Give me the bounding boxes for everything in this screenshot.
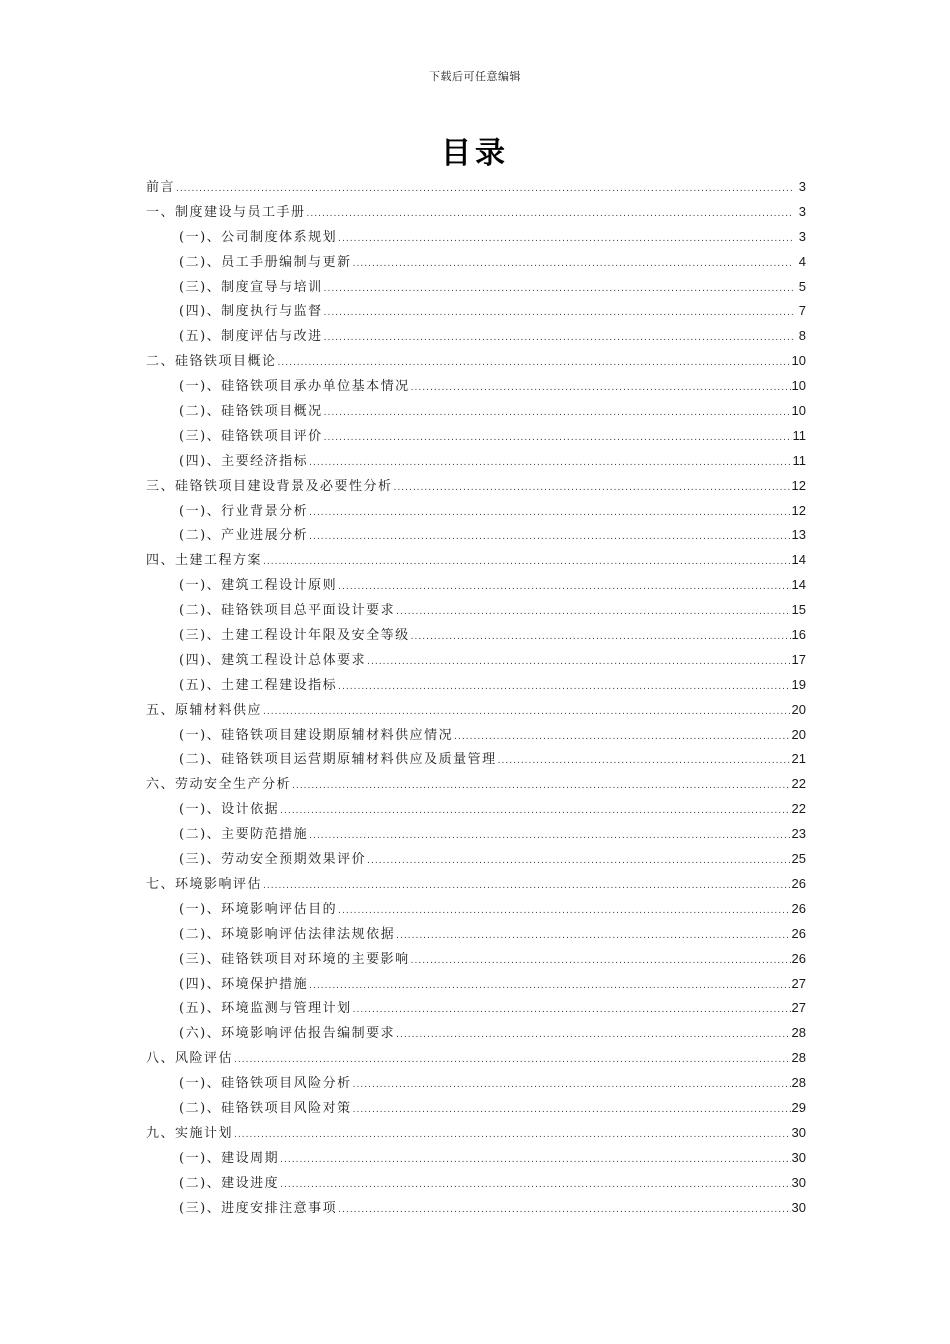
toc-entry-label: (一)、硅铬铁项目承办单位基本情况 bbox=[179, 379, 410, 395]
toc-entry-page: 4 bbox=[798, 253, 806, 269]
toc-leader-dots bbox=[394, 476, 791, 501]
toc-entry-label: (三)、硅铬铁项目对环境的主要影响 bbox=[179, 951, 410, 967]
toc-leader-dots bbox=[324, 426, 792, 451]
toc-entry-label: (一)、环境影响评估目的 bbox=[179, 901, 338, 917]
toc-entry-label: 九、实施计划 bbox=[146, 1125, 234, 1141]
toc-entry[interactable] bbox=[146, 922, 806, 947]
toc-leader-dots bbox=[367, 650, 790, 675]
toc-entry[interactable] bbox=[146, 972, 806, 997]
toc-leader-dots bbox=[309, 451, 791, 476]
toc-leader-dots bbox=[234, 1048, 791, 1073]
toc-entry-label: (三)、硅铬铁项目评价 bbox=[179, 428, 323, 444]
toc-entry-label: (一)、行业背景分析 bbox=[179, 503, 309, 519]
toc-entry-label: (二)、产业进展分析 bbox=[179, 528, 309, 544]
toc-entry-label: 二、硅铬铁项目概论 bbox=[146, 354, 277, 370]
toc-entry-label: (一)、设计依据 bbox=[179, 802, 280, 818]
toc-entry-page: 20 bbox=[791, 726, 806, 742]
toc-entry-page: 19 bbox=[791, 676, 806, 692]
toc-leader-dots bbox=[278, 351, 791, 376]
toc-leader-dots bbox=[338, 899, 790, 924]
toc-entry[interactable] bbox=[146, 947, 806, 972]
toc-entry[interactable] bbox=[146, 723, 806, 748]
toc-entry[interactable] bbox=[146, 1046, 806, 1071]
toc-entry-label: (二)、硅铬铁项目运营期原辅材料供应及质量管理 bbox=[179, 752, 497, 768]
toc-entry-label: (一)、建设周期 bbox=[179, 1150, 280, 1166]
toc-entry-page: 26 bbox=[791, 925, 806, 941]
toc-leader-dots bbox=[396, 600, 790, 625]
toc-entry-page: 25 bbox=[791, 851, 806, 867]
toc-leader-dots bbox=[176, 177, 793, 202]
toc-leader-dots bbox=[324, 401, 791, 426]
toc-entry[interactable] bbox=[146, 424, 806, 449]
toc-leader-dots bbox=[338, 575, 790, 600]
toc-entry-page: 13 bbox=[791, 527, 806, 543]
toc-leader-dots bbox=[338, 227, 793, 252]
toc-leader-dots bbox=[498, 749, 791, 774]
toc-entry-label: (五)、土建工程建设指标 bbox=[179, 677, 338, 693]
toc-title: 目录 bbox=[441, 136, 509, 171]
toc-entry-page: 20 bbox=[791, 701, 806, 717]
toc-entry[interactable] bbox=[146, 847, 806, 872]
toc-entry[interactable] bbox=[146, 1196, 806, 1221]
toc-entry-label: 三、硅铬铁项目建设背景及必要性分析 bbox=[146, 478, 393, 494]
toc-entry[interactable] bbox=[146, 897, 806, 922]
toc-leader-dots bbox=[263, 700, 791, 725]
toc-entry-label: (四)、主要经济指标 bbox=[179, 453, 309, 469]
toc-leader-dots bbox=[309, 501, 790, 526]
toc-entry-label: (五)、制度评估与改进 bbox=[179, 329, 323, 345]
toc-entry-page: 10 bbox=[791, 353, 806, 369]
toc-entry-page: 14 bbox=[791, 577, 806, 593]
toc-leader-dots bbox=[234, 1123, 791, 1148]
toc-entry[interactable] bbox=[146, 1071, 806, 1096]
toc-entry-label: (二)、硅铬铁项目总平面设计要求 bbox=[179, 603, 396, 619]
toc-entry-page: 3 bbox=[798, 179, 806, 194]
toc-entry[interactable] bbox=[146, 598, 806, 623]
toc-leader-dots bbox=[396, 924, 790, 949]
toc-entry-label: (三)、进度安排注意事项 bbox=[179, 1200, 338, 1216]
toc-entry-label: (三)、土建工程设计年限及安全等级 bbox=[179, 628, 410, 644]
toc-leader-dots bbox=[353, 1073, 791, 1098]
toc-leader-dots bbox=[280, 1173, 790, 1198]
toc-entry-label: (一)、公司制度体系规划 bbox=[179, 229, 338, 245]
toc-entry-label: 六、劳动安全生产分析 bbox=[146, 777, 292, 793]
toc-leader-dots bbox=[280, 1148, 790, 1173]
toc-entry-page: 28 bbox=[791, 1075, 806, 1091]
toc-leader-dots bbox=[263, 550, 791, 575]
table-of-contents bbox=[146, 175, 806, 1220]
toc-leader-dots bbox=[324, 277, 793, 302]
toc-entry-page: 27 bbox=[791, 975, 806, 991]
toc-entry-label: (四)、建筑工程设计总体要求 bbox=[179, 652, 367, 668]
toc-entry-page: 5 bbox=[798, 278, 806, 294]
toc-entry[interactable] bbox=[146, 299, 806, 324]
toc-entry-page: 26 bbox=[791, 875, 806, 891]
toc-entry-label: (二)、主要防范措施 bbox=[179, 827, 309, 843]
toc-entry-page: 27 bbox=[791, 1000, 806, 1016]
toc-entry[interactable] bbox=[146, 797, 806, 822]
toc-leader-dots bbox=[292, 774, 791, 799]
toc-leader-dots bbox=[263, 874, 791, 899]
toc-entry[interactable] bbox=[146, 523, 806, 548]
toc-entry-page: 29 bbox=[791, 1099, 806, 1115]
toc-leader-dots bbox=[353, 1098, 791, 1123]
toc-entry[interactable] bbox=[146, 996, 806, 1021]
toc-entry[interactable] bbox=[146, 623, 806, 648]
toc-entry-label: (二)、环境影响评估法律法规依据 bbox=[179, 926, 396, 942]
toc-entry-label: (一)、硅铬铁项目建设期原辅材料供应情况 bbox=[179, 727, 454, 743]
toc-entry-page: 14 bbox=[791, 552, 806, 568]
toc-entry[interactable] bbox=[146, 872, 806, 897]
header-note: 下载后可任意编辑 bbox=[429, 70, 521, 83]
toc-entry-label: (二)、员工手册编制与更新 bbox=[179, 254, 352, 270]
toc-entry-page: 21 bbox=[791, 751, 806, 767]
toc-entry-label: (一)、硅铬铁项目风险分析 bbox=[179, 1076, 352, 1092]
toc-entry[interactable] bbox=[146, 225, 806, 250]
toc-leader-dots bbox=[324, 326, 793, 351]
toc-entry-label: 八、风险评估 bbox=[146, 1051, 234, 1067]
toc-entry[interactable] bbox=[146, 648, 806, 673]
toc-entry[interactable] bbox=[146, 449, 806, 474]
toc-entry-page: 3 bbox=[798, 203, 806, 219]
toc-leader-dots bbox=[309, 525, 790, 550]
toc-entry-page: 30 bbox=[791, 1174, 806, 1190]
toc-entry-page: 8 bbox=[798, 328, 806, 344]
toc-leader-dots bbox=[280, 799, 790, 824]
toc-leader-dots bbox=[353, 998, 791, 1023]
toc-entry-label: (四)、制度执行与监督 bbox=[179, 304, 323, 320]
toc-leader-dots bbox=[411, 625, 791, 650]
toc-entry[interactable] bbox=[146, 1021, 806, 1046]
toc-entry-page: 12 bbox=[791, 477, 806, 493]
toc-entry-label: (四)、环境保护措施 bbox=[179, 976, 309, 992]
toc-leader-dots bbox=[338, 675, 790, 700]
toc-entry[interactable] bbox=[146, 275, 806, 300]
toc-leader-dots bbox=[411, 949, 791, 974]
toc-entry[interactable] bbox=[146, 374, 806, 399]
toc-entry-label: (五)、环境监测与管理计划 bbox=[179, 1001, 352, 1017]
toc-entry-page: 11 bbox=[792, 427, 806, 443]
toc-entry[interactable] bbox=[146, 324, 806, 349]
toc-entry-page: 22 bbox=[791, 801, 806, 817]
toc-leader-dots bbox=[367, 849, 790, 874]
toc-entry-label: 五、原辅材料供应 bbox=[146, 702, 263, 718]
toc-leader-dots bbox=[338, 1198, 790, 1223]
toc-entry-page: 10 bbox=[791, 403, 806, 419]
toc-entry[interactable] bbox=[146, 175, 806, 200]
toc-entry-page: 12 bbox=[791, 502, 806, 518]
toc-entry[interactable] bbox=[146, 822, 806, 847]
toc-entry-label: (二)、硅铬铁项目风险对策 bbox=[179, 1100, 352, 1116]
toc-entry-page: 10 bbox=[791, 378, 806, 394]
toc-entry-label: 一、制度建设与员工手册 bbox=[146, 204, 306, 220]
toc-leader-dots bbox=[307, 202, 793, 227]
toc-entry-label: 四、土建工程方案 bbox=[146, 553, 263, 569]
toc-entry[interactable] bbox=[146, 1171, 806, 1196]
toc-entry[interactable] bbox=[146, 548, 806, 573]
toc-entry[interactable] bbox=[146, 399, 806, 424]
toc-entry-page: 22 bbox=[791, 776, 806, 792]
toc-entry[interactable] bbox=[146, 1121, 806, 1146]
toc-entry-page: 11 bbox=[792, 452, 806, 468]
toc-entry-page: 7 bbox=[798, 303, 806, 319]
toc-entry[interactable] bbox=[146, 474, 806, 499]
toc-entry-page: 30 bbox=[791, 1124, 806, 1140]
toc-leader-dots bbox=[324, 301, 793, 326]
toc-entry-page: 28 bbox=[791, 1025, 806, 1041]
toc-entry[interactable] bbox=[146, 1146, 806, 1171]
toc-entry[interactable] bbox=[146, 698, 806, 723]
toc-leader-dots bbox=[454, 725, 790, 750]
toc-entry-page: 15 bbox=[791, 602, 806, 618]
toc-entry-label: (一)、建筑工程设计原则 bbox=[179, 578, 338, 594]
toc-entry-label: 前言 bbox=[146, 180, 176, 195]
toc-entry-page: 30 bbox=[791, 1149, 806, 1165]
toc-entry-page: 26 bbox=[791, 950, 806, 966]
toc-leader-dots bbox=[353, 252, 793, 277]
toc-entry-page: 3 bbox=[798, 228, 806, 244]
toc-entry-label: 七、环境影响评估 bbox=[146, 876, 263, 892]
toc-entry-label: (二)、建设进度 bbox=[179, 1175, 280, 1191]
toc-entry-label: (三)、劳动安全预期效果评价 bbox=[179, 852, 367, 868]
toc-entry-label: (六)、环境影响评估报告编制要求 bbox=[179, 1026, 396, 1042]
toc-entry[interactable] bbox=[146, 499, 806, 524]
toc-entry[interactable] bbox=[146, 573, 806, 598]
toc-entry-page: 17 bbox=[791, 651, 806, 667]
toc-entry-page: 28 bbox=[791, 1050, 806, 1066]
toc-entry[interactable] bbox=[146, 1096, 806, 1121]
toc-entry-label: (二)、硅铬铁项目概况 bbox=[179, 404, 323, 420]
toc-entry-page: 26 bbox=[791, 900, 806, 916]
toc-entry[interactable] bbox=[146, 772, 806, 797]
toc-leader-dots bbox=[309, 824, 790, 849]
toc-entry[interactable] bbox=[146, 747, 806, 772]
toc-entry[interactable] bbox=[146, 673, 806, 698]
toc-entry-page: 30 bbox=[791, 1199, 806, 1215]
toc-entry[interactable] bbox=[146, 349, 806, 374]
toc-leader-dots bbox=[309, 974, 790, 999]
toc-entry-label: (三)、制度宣导与培训 bbox=[179, 279, 323, 295]
toc-leader-dots bbox=[396, 1023, 790, 1048]
toc-entry-page: 16 bbox=[791, 627, 806, 643]
toc-entry[interactable] bbox=[146, 200, 806, 225]
toc-entry[interactable] bbox=[146, 250, 806, 275]
toc-leader-dots bbox=[411, 376, 791, 401]
toc-entry-page: 23 bbox=[791, 826, 806, 842]
